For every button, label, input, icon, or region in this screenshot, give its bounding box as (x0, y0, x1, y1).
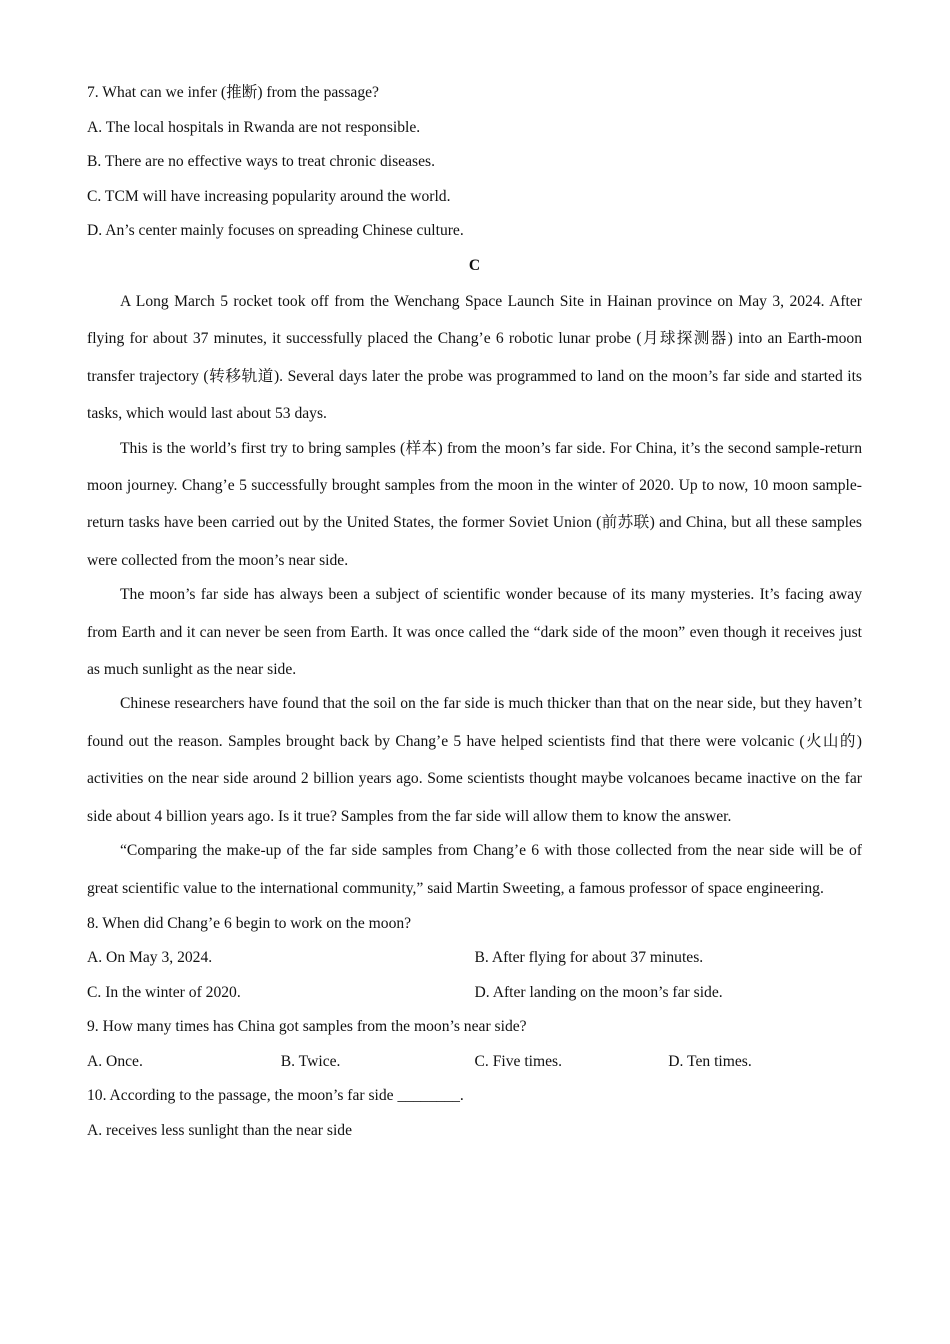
question-10 (87, 1079, 862, 1148)
option-8b: B. After flying for about 37 minutes. (474, 949, 704, 967)
question-7 (87, 76, 862, 249)
option-8a: A. On May 3, 2024. (87, 949, 213, 967)
option-8c: C. In the winter of 2020. (87, 983, 241, 1001)
question-10-text: 10. According to the passage, the moon’s far side ________. (87, 1087, 464, 1105)
options-9-row (87, 1045, 862, 1080)
question-9 (87, 1010, 862, 1079)
question-9-text: 9. How many times has China got samples from the moon’s near side? (87, 1018, 527, 1036)
option-7b: B. There are no effective ways to treat chronic diseases. (87, 153, 435, 170)
passage-paragraph-3: The moon’s far side has always been a subject of scientific wonder because of its many mysteries. It’s facing away from Earth and it can never be seen from Earth. It was once called the “dark side of the moon” even though it receives just as much sunlight as the near side. (87, 586, 862, 679)
option-9c: C. Five times. (474, 1052, 563, 1070)
option-7d: D. An’s center mainly focuses on spreading Chinese culture. (87, 222, 464, 239)
option-7c: C. TCM will have increasing popularity around the world. (87, 187, 451, 205)
question-8-text: 8. When did Chang’e 6 begin to work on the moon? (87, 914, 412, 932)
question-8 (87, 907, 862, 1011)
option-9a: A. Once. (87, 1052, 143, 1070)
passage-paragraph-2: This is the world’s first try to bring samples (样本) from the moon’s far side. For China, it’s the second sample-return moon journey. Chang’e 5 successfully brought samples from the moon in the winter of 2020. Up to now, 10 moon sample-return tasks have been carried out by the United States, the former Soviet Union (前苏联) and China, but all these samples were collected from the moon’s near side. (87, 439, 862, 569)
passage-paragraph-4: Chinese researchers have found that the soil on the far side is much thicker than that on the near side, but they haven’t found out the reason. Samples brought back by Chang’e 5 have helped scientists find that there were volcanic (火山的) activities on the near side around 2 billion years ago. Some scientists thought maybe volcanoes became inactive on the far side about 4 billion years ago. Is it true? Samples from the far side will allow them to know the answer. (87, 695, 862, 825)
option-10a: A. receives less sunlight than the near side (87, 1121, 353, 1139)
question-7-text: 7. What can we infer (推断) from the passage? (87, 84, 379, 101)
options-8-row-1 (87, 941, 862, 976)
passage-c (87, 283, 862, 907)
options-8-row-2 (87, 976, 862, 1011)
passage-paragraph-1: A Long March 5 rocket took off from the Wenchang Space Launch Site in Hainan province on May 3, 2024. After flying for about 37 minutes, it successfully placed the Chang’e 6 robotic lunar probe (月球探测器) into an Earth-moon transfer trajectory (转移轨道). Several days later the probe was programmed to land on the moon’s far side and started its tasks, which would last about 53 days. (87, 293, 862, 423)
option-9b: B. Twice. (280, 1052, 341, 1070)
option-8d: D. After landing on the moon’s far side. (474, 983, 723, 1001)
option-9d: D. Ten times. (668, 1052, 752, 1070)
section-title: C (468, 256, 481, 274)
exam-page (87, 76, 862, 1148)
option-7a: A. The local hospitals in Rwanda are not responsible. (87, 118, 421, 136)
passage-paragraph-5: “Comparing the make-up of the far side samples from Chang’e 6 with those collected from the near side will be of great scientific value to the international community,” said Martin Sweeting, a famous professor of space engineering. (87, 842, 862, 897)
